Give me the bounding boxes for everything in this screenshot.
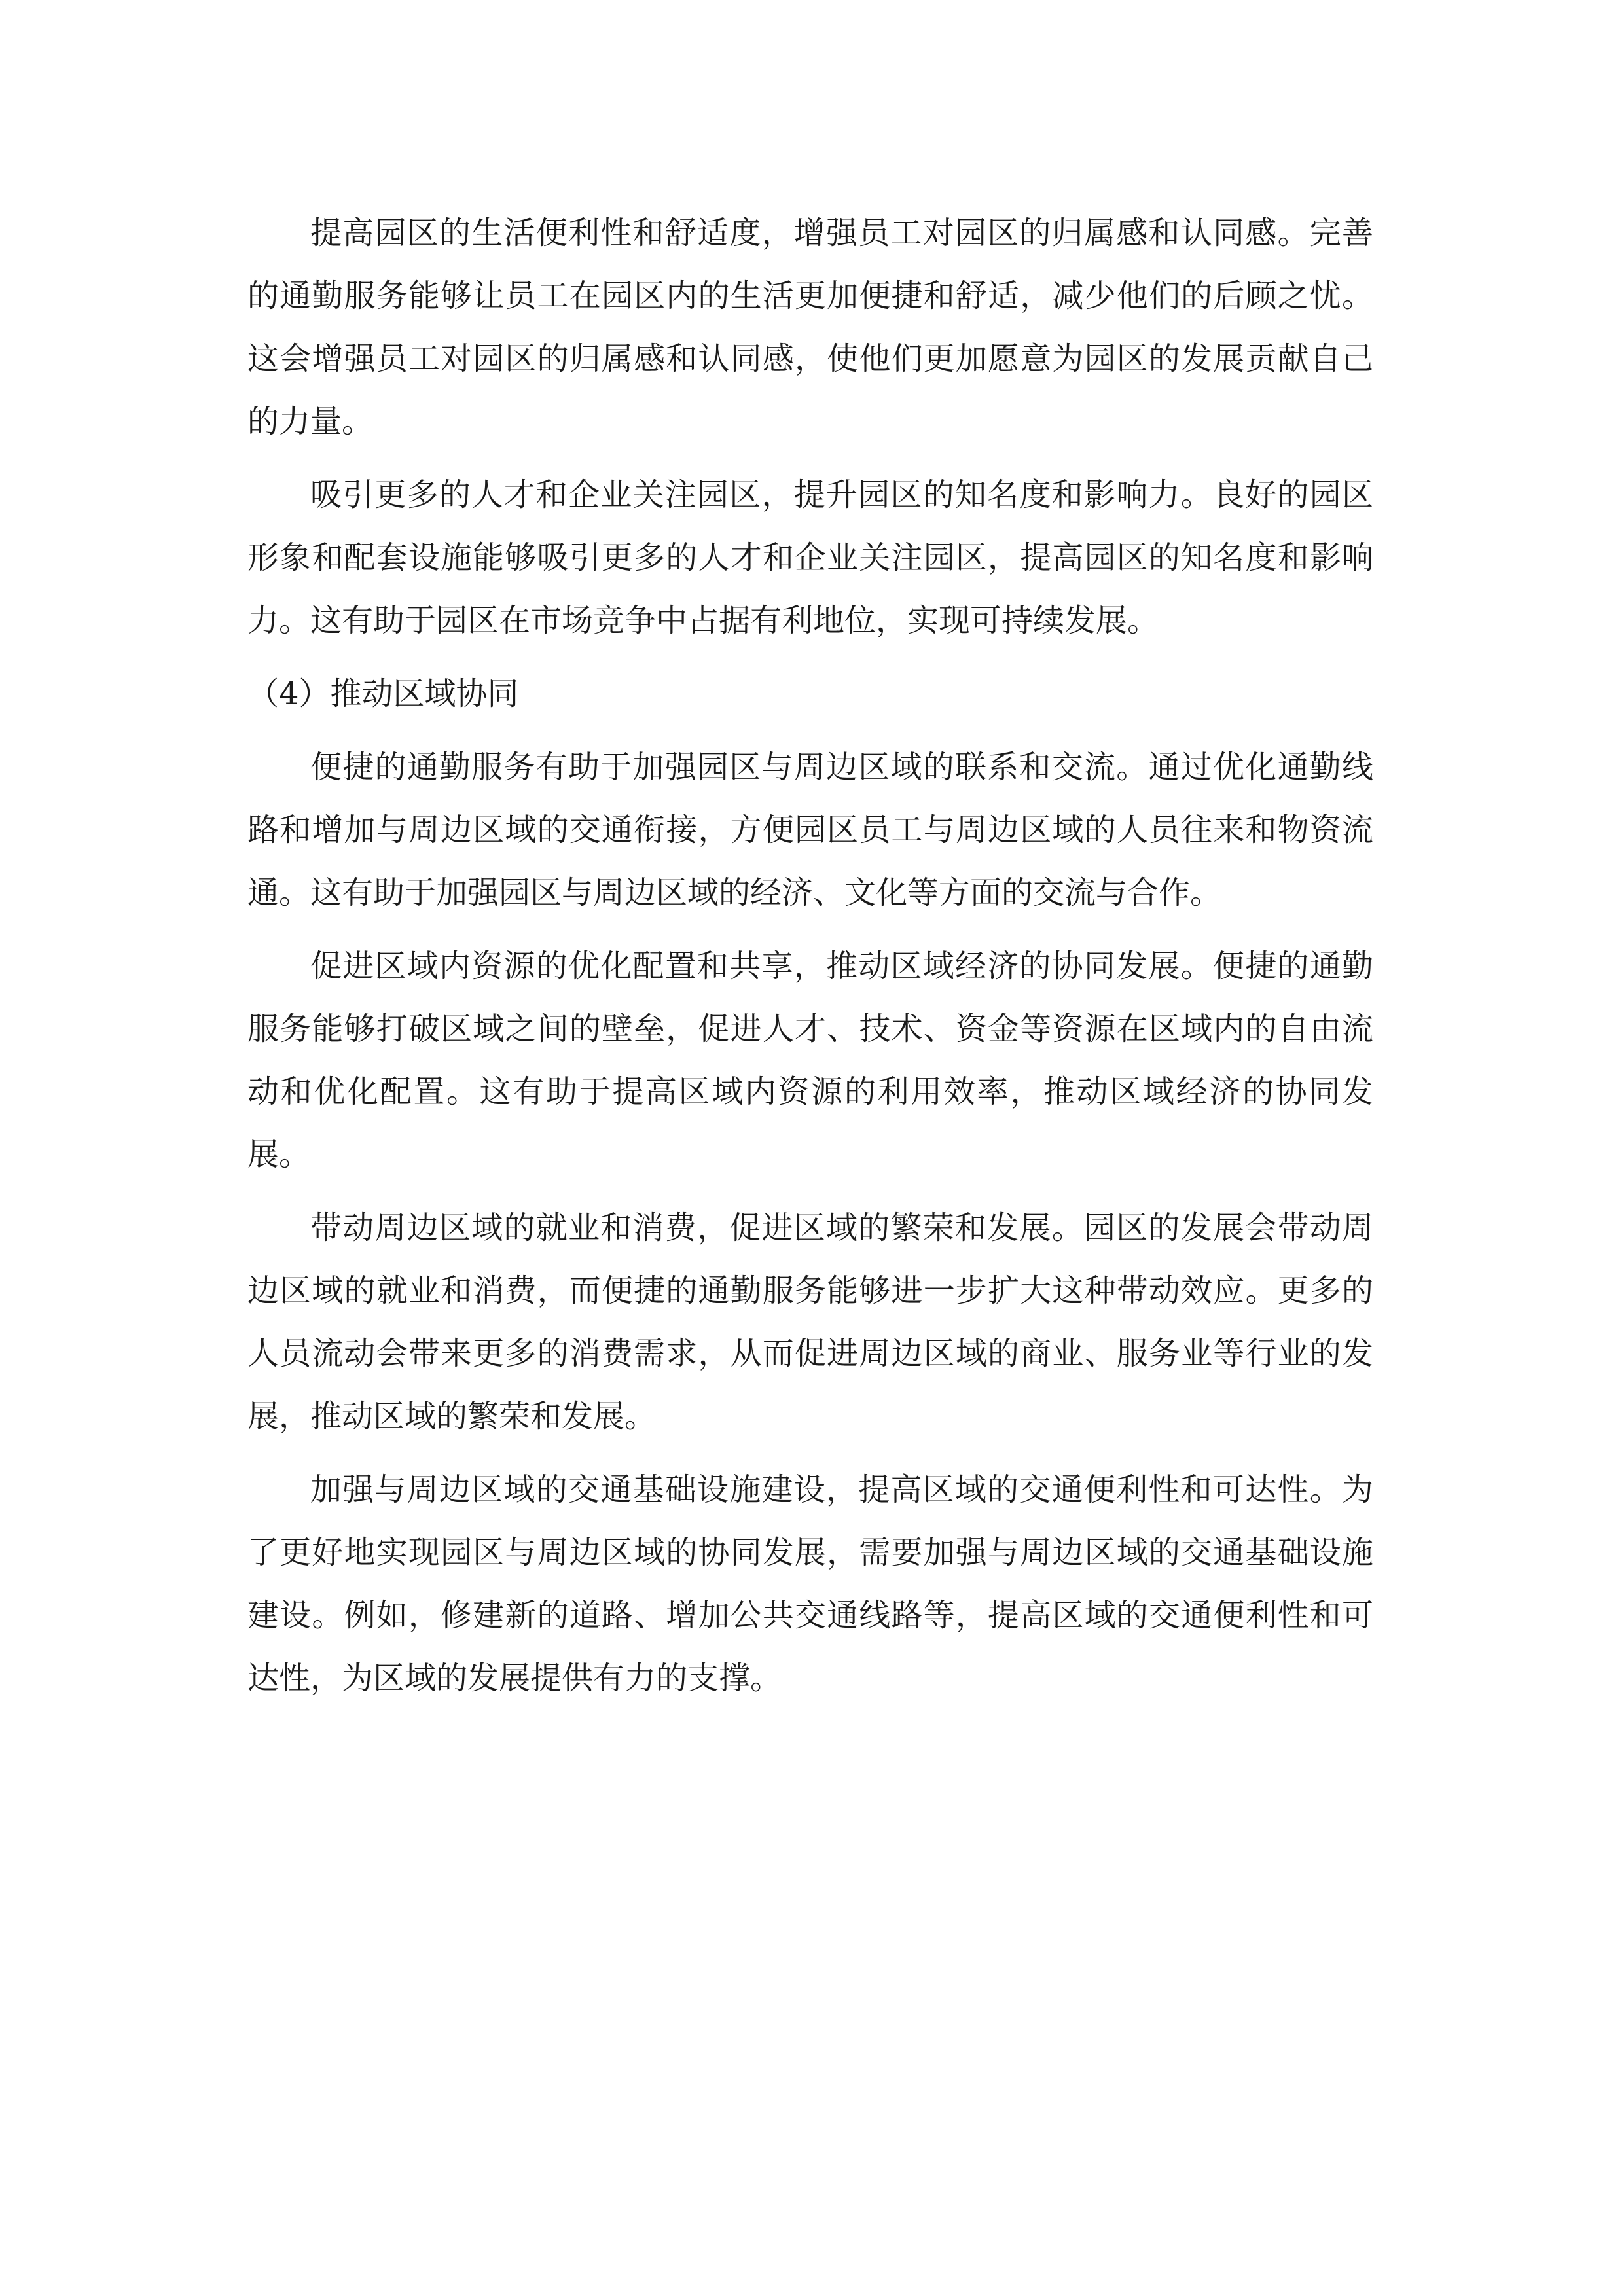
paragraph-employment-consumption: 带动周边区域的就业和消费，促进区域的繁荣和发展。园区的发展会带动周边区域的就业和消费，而便捷的通勤服务能够进一步扩大这种带动效应。更多的人员流动会带来更多的消费需求，从而促进周边区域的商业、服务业等行业的发展，推动区域的繁荣和发展。 [247,1210,1373,1435]
document-page [247,202,1373,1720]
paragraph-sense-of-belonging: 提高园区的生活便利性和舒适度，增强员工对园区的归属感和认同感。完善的通勤服务能够让员工在园区内的生活更加便捷和舒适，减少他们的后顾之忧。这会增强员工对园区的归属感和认同感，使他们更加愿意为园区的发展贡献自己的力量。 [247,215,1373,440]
paragraph-transport-infrastructure: 加强与周边区域的交通基础设施建设，提高区域的交通便利性和可达性。为了更好地实现园区与周边区域的协同发展，需要加强与周边区域的交通基础设施建设。例如，修建新的道路、增加公共交通线路等，提高区域的交通便利性和可达性，为区域的发展提供有力的支撑。 [247,1471,1373,1696]
paragraph-resource-allocation: 促进区域内资源的优化配置和共享，推动区域经济的协同发展。便捷的通勤服务能够打破区域之间的壁垒，促进人才、技术、资金等资源在区域内的自由流动和优化配置。这有助于提高区域内资源的利用效率，推动区域经济的协同发展。 [247,948,1373,1173]
section-heading: （4）推动区域协同 [247,675,519,712]
paragraph-regional-exchange: 便捷的通勤服务有助于加强园区与周边区域的联系和交流。通过优化通勤线路和增加与周边区域的交通衔接，方便园区员工与周边区域的人员往来和物资流通。这有助于加强园区与周边区域的经济、文化等方面的交流与合作。 [247,749,1373,911]
paragraph-attract-talent: 吸引更多的人才和企业关注园区，提升园区的知名度和影响力。良好的园区形象和配套设施能够吸引更多的人才和企业关注园区，提高园区的知名度和影响力。这有助于园区在市场竞争中占据有利地位，实现可持续发展。 [247,476,1373,639]
